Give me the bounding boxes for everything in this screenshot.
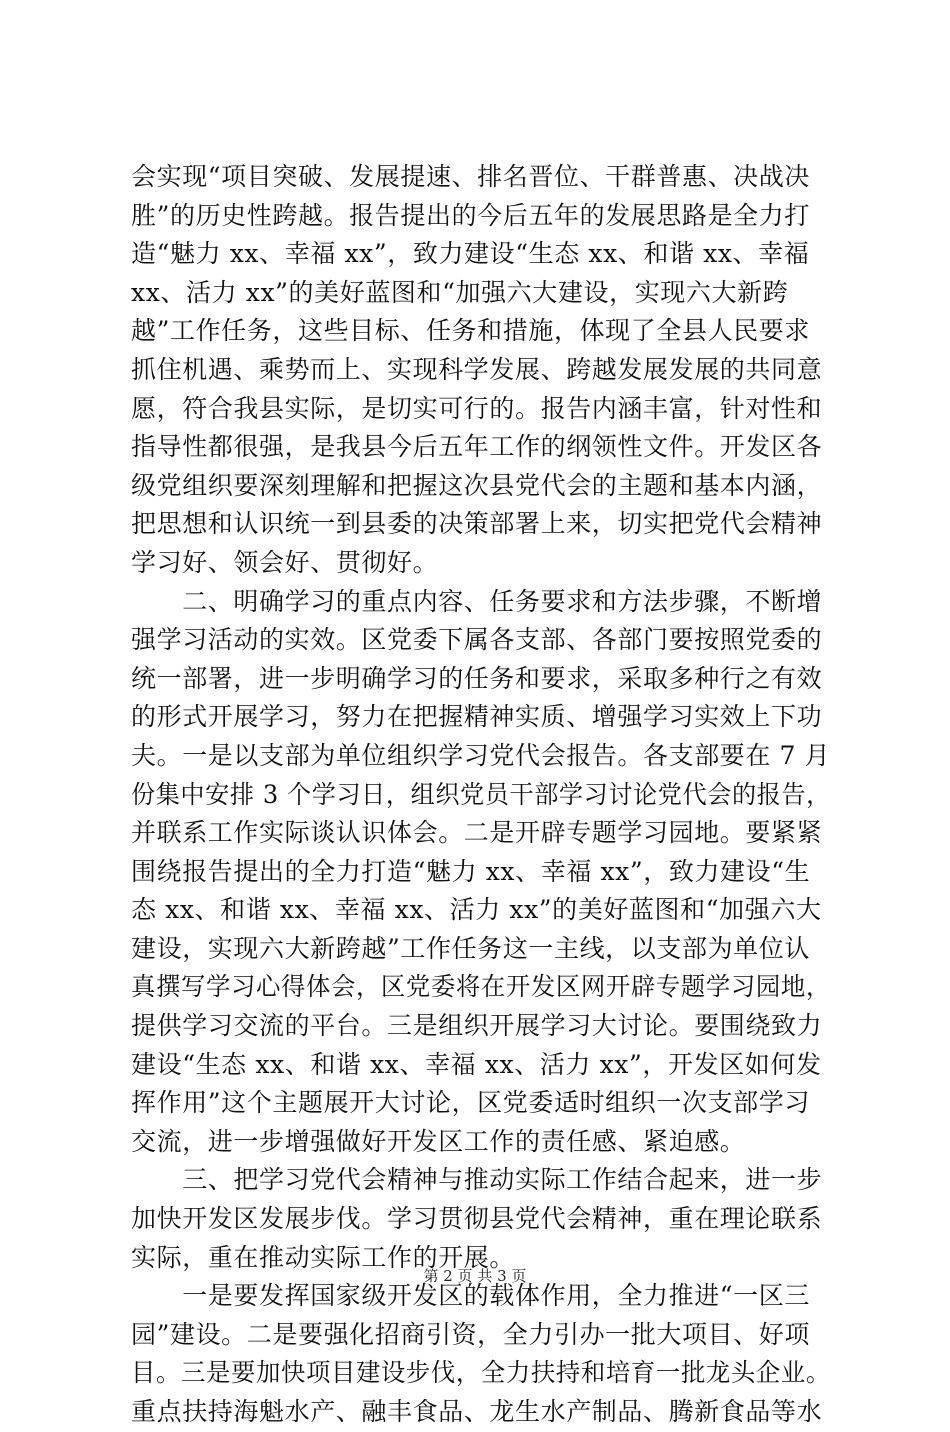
text-line: 建设，实现六大新跨越”工作任务这一主线，以支部为单位认 [131,933,810,963]
text-line: 统一部署，进一步明确学习的任务和要求，采取多种行之有效 [131,663,823,693]
text-line: 夫。一是以支部为单位组织学习党代会报告。各支部要在 7 月 [131,740,831,770]
text-line: 把思想和认识统一到县委的决策部署上来，切实把党代会精神 [131,509,823,539]
text-line: 级党组织要深刻理解和把握这次县党代会的主题和基本内涵， [131,470,823,500]
text-line: 一是要发挥国家级开发区的载体作用，全力推进“一区三 [131,1281,810,1311]
text-line: 强学习活动的实效。区党委下属各支部、各部门要按照党委的 [131,625,823,655]
text-line: 抓住机遇、乘势而上、实现科学发展、跨越发展发展的共同意 [131,354,823,384]
text-line: 造“魅力 xx、幸福 xx”，致力建设“生态 xx、和谐 xx、幸福 [131,239,810,269]
text-line: 学习好、领会好、贯彻好。 [131,547,439,577]
text-line: 三、把学习党代会精神与推动实际工作结合起来，进一步 [131,1165,823,1195]
text-line: 加快开发区发展步伐。学习贯彻县党代会精神，重在理论联系 [131,1204,823,1234]
text-line: 交流，进一步增强做好开发区工作的责任感、紧迫感。 [131,1126,746,1156]
page-footer [0,1266,950,1286]
text-line: xx、活力 xx”的美好蓝图和“加强六大建设，实现六大新跨 [131,277,789,307]
text-line: 目。三是要加快项目建设步伐，全力扶持和培育一批龙头企业。 [131,1358,831,1388]
text-line: 挥作用”这个主题展开大讨论，区党委适时组织一次支部学习 [131,1088,810,1118]
text-line: 态 xx、和谐 xx、幸福 xx、活力 xx”的美好蓝图和“加强六大 [131,895,822,925]
text-line: 围绕报告提出的全力打造“魅力 xx、幸福 xx”，致力建设“生 [131,856,811,886]
text-line: 愿，符合我县实际，是切实可行的。报告内涵丰富，针对性和 [131,393,823,423]
text-line: 指导性都很强，是我县今后五年工作的纲领性文件。开发区各 [131,432,823,462]
text-line: 实际，重在推动实际工作的开展。 [131,1242,516,1272]
text-line: 园”建设。二是要强化招商引资，全力引办一批大项目、好项 [131,1319,810,1349]
page-number-label: 第 2 页 共 3 页 [423,1267,527,1285]
text-line: 真撰写学习心得体会，区党委将在开发区网开辟专题学习园地， [131,972,831,1002]
text-line: 提供学习交流的平台。三是组织开展学习大讨论。要围绕致力 [131,1011,823,1041]
text-line: 会实现“项目突破、发展提速、排名晋位、干群普惠、决战决 [131,162,810,191]
text-line: 越”工作任务，这些目标、任务和措施，体现了全县人民要求 [131,316,810,346]
document-body [131,158,831,1432]
text-line: 并联系工作实际谈认识体会。二是开辟专题学习园地。要紧紧 [131,818,823,848]
text-line: 胜”的历史性跨越。报告提出的今后五年的发展思路是全力打 [131,200,810,230]
text-line: 重点扶持海魁水产、融丰食品、龙生水产制品、腾新食品等水 [131,1397,823,1426]
text-line: 的形式开展学习，努力在把握精神实质、增强学习实效上下功 [131,702,823,732]
text-line: 二、明确学习的重点内容、任务要求和方法步骤，不断增 [131,586,823,616]
text-line: 份集中安排 3 个学习日，组织党员干部学习讨论党代会的报告， [131,779,831,809]
text-line: 建设“生态 xx、和谐 xx、幸福 xx、活力 xx”，开发区如何发 [131,1049,822,1079]
